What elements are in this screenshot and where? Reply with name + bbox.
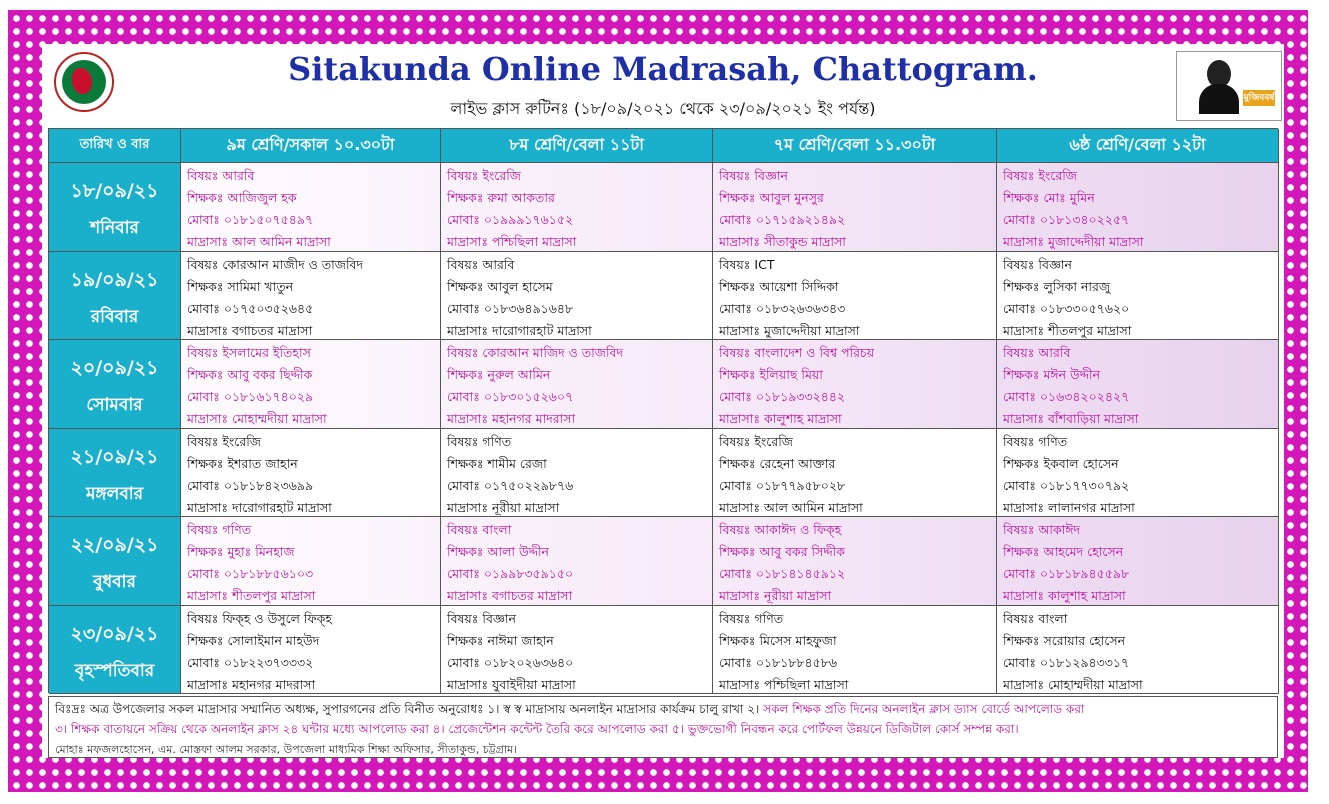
- mobile-line: মোবাঃ ০১৮১৬১৭৪০২৯: [187, 389, 314, 404]
- mobile-line: মোবাঃ ০১৯৯৯১৭৬১৫২: [447, 212, 574, 227]
- subject-line: বিষয়ঃ ইসলামের ইতিহাস: [187, 345, 311, 360]
- subject-line: বিষয়ঃ কোরআন মাজিদ ও তাজবিদ: [447, 345, 624, 360]
- note-line-3: মোহাঃ মফজলহোসেন, এম. মোস্তফা আলম সরকার, উপজেলা মাধ্যমিক শিক্ষা অফিসার, সীতাকুন্ড, চট্টগ্রাম।: [55, 743, 518, 756]
- teacher-line: শিক্ষকঃ মিসেস মাহফুজা: [719, 632, 837, 648]
- day-label: শনিবার: [90, 218, 139, 238]
- subject-line: বিষয়ঃ গণিত: [447, 433, 512, 449]
- table-row: [49, 252, 1279, 341]
- date-label: ২০/০৯/২১: [70, 357, 159, 379]
- mobile-line: মোবাঃ ০১৮১৩৪০২২৫৭: [1003, 212, 1130, 227]
- class-cell: [997, 340, 1279, 429]
- subject-line: বিষয়ঃ ইংরেজি: [719, 433, 793, 449]
- madrasa-line: মাদ্রাসাঃ মুজাদ্দেদীয়া মাদ্রাসা: [719, 322, 860, 338]
- class-cell: [181, 517, 441, 606]
- mobile-line: মোবাঃ ০১৮২২৩৭৩৩৩২: [187, 654, 314, 670]
- madrasa-line: মাদ্রাসাঃ কালুশাহ মাদ্রাসা: [1003, 588, 1126, 603]
- madrasa-line: মাদ্রাসাঃ নূরীয়া মাদ্রাসা: [719, 588, 832, 603]
- teacher-line: শিক্ষকঃ নাঈমা জাহান: [447, 632, 554, 648]
- mujib-year-badge: মুজিববর্ষ: [1243, 90, 1275, 106]
- date-label: ২১/০৯/২১: [70, 445, 159, 468]
- mobile-line: মোবাঃ ০১৮৩৩০৫৭৬২০: [1003, 300, 1130, 316]
- class-cell: [713, 517, 997, 606]
- column-header: ৮ম শ্রেণি/বেলা ১১টা: [441, 129, 713, 163]
- date-cell: [49, 517, 181, 606]
- class-cell: [181, 429, 441, 518]
- note-line-1-b: সকল শিক্ষক প্রতি দিনের অনলাইন ক্লাস ড্যাস বোর্ডে আপলোড করা: [763, 702, 1085, 716]
- mobile-line: মোবাঃ ০১৮১৮৯৪৫৫৯৮: [1003, 566, 1130, 581]
- teacher-line: শিক্ষকঃ আজিজুল হক: [187, 190, 297, 205]
- madrasa-line: মাদ্রাসাঃ শীতলপুর মাদ্রাসা: [187, 588, 316, 603]
- teacher-line: শিক্ষকঃ সোলাইমান মাহউদ: [187, 632, 320, 648]
- teacher-line: শিক্ষকঃ আহমেদ হোসেন: [1003, 544, 1124, 559]
- class-cell: [181, 606, 441, 695]
- madrasa-line: মাদ্রাসাঃ নূরীয়া মাদ্রাসা: [447, 499, 560, 515]
- class-cell: [997, 252, 1279, 341]
- table-row: [49, 163, 1279, 252]
- teacher-line: শিক্ষকঃ আবু বকর সিদ্দীক: [719, 544, 845, 559]
- teacher-line: শিক্ষকঃ আয়েশা সিদ্দিকা: [719, 278, 839, 294]
- header: [42, 44, 1284, 128]
- date-cell: [49, 606, 181, 695]
- subject-line: বিষয়ঃ ইংরেজি: [187, 433, 261, 449]
- teacher-line: শিক্ষকঃ ইলিয়াছ মিয়া: [719, 367, 823, 382]
- subject-line: বিষয়ঃ ইংরেজি: [447, 168, 521, 183]
- class-cell: [997, 429, 1279, 518]
- teacher-line: শিক্ষকঃ ইশরাত জাহান: [187, 455, 298, 471]
- teacher-line: শিক্ষকঃ লুসিকা নারজু: [1003, 278, 1111, 294]
- teacher-line: শিক্ষকঃ মঈন উদ্দীন: [1003, 367, 1101, 382]
- madrasa-line: মাদ্রাসাঃ যুবাইদীয়া মাদ্রাসা: [447, 676, 576, 692]
- column-header: ৬ষ্ঠ শ্রেণি/বেলা ১২টা: [997, 129, 1279, 163]
- teacher-line: শিক্ষকঃ সামিমা খাতুন: [187, 278, 294, 294]
- class-cell: [441, 252, 713, 341]
- class-cell: [713, 163, 997, 252]
- teacher-line: শিক্ষকঃ সরোয়ার হোসেন: [1003, 632, 1126, 648]
- date-cell: [49, 163, 181, 252]
- class-cell: [441, 429, 713, 518]
- note-line-1-a: বিঃদ্রঃ অত্র উপজেলার সকল মাদ্রাসার সম্মানিত অধ্যক্ষ, সুপারগনের প্রতি বিনীত অনুরোধঃ ১। স্ব স্ব মাদ্রাসায় অনলাইন মাদ্রাসার কার্যক্রম চালু রাখা ২।: [55, 702, 760, 716]
- madrasa-line: মাদ্রাসাঃ বগাচতর মাদ্রাসা: [187, 322, 313, 338]
- day-label: রবিবার: [90, 306, 139, 327]
- madrasa-line: মাদ্রাসাঃ সীতাকুন্ড মাদ্রাসা: [719, 234, 846, 249]
- mobile-line: মোবাঃ ০১৮১৫০৭৫৪৯৭: [187, 212, 314, 227]
- notes-box: [48, 696, 1278, 758]
- madrasa-line: মাদ্রাসাঃ আল আমিন মাদ্রাসা: [719, 499, 863, 515]
- table-row: [49, 429, 1279, 518]
- subject-line: বিষয়ঃ আরবি: [1003, 345, 1071, 360]
- class-cell: [713, 340, 997, 429]
- teacher-line: শিক্ষকঃ নুরুল আমিন: [447, 367, 551, 382]
- class-cell: [713, 606, 997, 695]
- teacher-line: শিক্ষকঃ রুমা আকতার: [447, 190, 555, 205]
- mobile-line: মোবাঃ ০১৮১৮৮৪৫৮৬: [719, 654, 838, 670]
- class-cell: [181, 340, 441, 429]
- routine-sheet: [42, 44, 1284, 758]
- subject-line: বিষয়ঃ আকাঈদ: [1003, 522, 1081, 537]
- note-line-2: ৩। শিক্ষক বাতায়নে সক্রিয় থেকে অনলাইন ক্লাস ২৪ ঘন্টার মধ্যে আপলোড করা ৪। প্রেজেন্টেশন কন্টেন্ট তৈরি করে আপলোড করা ৫। ভুক্তভোগী নিবন্ধন করে পোর্টফল উন্নয়নে ডিজিটাল কোর্স সম্পন্ন করা।: [55, 722, 1019, 736]
- mobile-line: মোবাঃ ০১৮১৭৭৩০৭৯২: [1003, 477, 1130, 493]
- teacher-line: শিক্ষকঃ মোঃ মুমিন: [1003, 190, 1095, 205]
- date-cell: [49, 429, 181, 518]
- subject-line: বিষয়ঃ গণিত: [187, 522, 252, 537]
- class-cell: [181, 163, 441, 252]
- subject-line: বিষয়ঃ গণিত: [719, 610, 784, 626]
- class-cell: [441, 163, 713, 252]
- mobile-line: মোবাঃ ০১৮১৪১৪৫৯১২: [719, 566, 846, 581]
- routine-table: [48, 128, 1278, 693]
- note-line-1: [55, 701, 1084, 721]
- madrasa-line: মাদ্রাসাঃ পশ্চিছিলা মাদ্রাসা: [447, 234, 577, 249]
- subject-line: বিষয়ঃ আরবি: [447, 256, 515, 272]
- subject-line: বিষয়ঃ ইংরেজি: [1003, 168, 1077, 183]
- class-cell: [997, 163, 1279, 252]
- class-cell: [997, 606, 1279, 695]
- date-cell: [49, 252, 181, 341]
- table-row: [49, 340, 1279, 429]
- mobile-line: মোবাঃ ০১৮১২৯৪৩৩১৭: [1003, 654, 1130, 670]
- subject-line: বিষয়ঃ আরবি: [187, 168, 255, 183]
- teacher-line: শিক্ষকঃ আবু বকর ছিদ্দীক: [187, 367, 313, 382]
- madrasa-line: মাদ্রাসাঃ কালুশাহ মাদ্রাসা: [719, 411, 842, 426]
- page-border: [8, 10, 1308, 792]
- madrasa-line: মাদ্রাসাঃ দারোগারহাট মাদ্রাসা: [187, 499, 332, 515]
- subject-line: বিষয়ঃ গণিত: [1003, 433, 1068, 449]
- madrasa-line: মাদ্রাসাঃ পশ্চিছিলা মাদ্রাসা: [719, 676, 849, 692]
- class-cell: [441, 517, 713, 606]
- teacher-line: শিক্ষকঃ আবুল হাসেম: [447, 278, 553, 294]
- madrasa-line: মাদ্রাসাঃ মহানগর মাদরাসা: [447, 411, 576, 426]
- subject-line: বিষয়ঃ বাংলা: [447, 522, 512, 537]
- mobile-line: মোবাঃ ০১৮৩২৬৩৬৩৪৩: [719, 300, 846, 316]
- madrasa-line: মাদ্রাসাঃ লালানগর মাদ্রাসা: [1003, 499, 1135, 515]
- date-label: ১৮/০৯/২১: [70, 180, 159, 202]
- teacher-line: শিক্ষকঃ মুহাঃ মিনহাজ: [187, 544, 295, 559]
- madrasa-line: মাদ্রাসাঃ মুজাদ্দেদীয়া মাদ্রাসা: [1003, 234, 1144, 249]
- class-cell: [713, 252, 997, 341]
- subject-line: বিষয়ঃ বাংলাদেশ ও বিশ্ব পরিচয়: [719, 345, 875, 360]
- mobile-line: মোবাঃ ০১৭৫০৩৫২৬৪৫: [187, 300, 314, 316]
- subject-line: বিষয়ঃ বাংলা: [1003, 610, 1068, 626]
- teacher-line: শিক্ষকঃ আবুল মুনসুর: [719, 190, 824, 205]
- day-label: সোমবার: [86, 395, 143, 415]
- mobile-line: মোবাঃ ০১৮৩০১৫২৬০৭: [447, 389, 574, 404]
- table-row: [49, 517, 1279, 606]
- subject-line: বিষয়ঃ ফিক্হ ও উসুলে ফিক্হ: [187, 610, 332, 626]
- column-header: তারিখ ও বার: [49, 129, 181, 163]
- mobile-line: মোবাঃ ০১৮৭৭৯৫৮০২৮: [719, 477, 846, 493]
- teacher-line: শিক্ষকঃ আলা উদ্দীন: [447, 544, 549, 559]
- madrasa-line: মাদ্রাসাঃ মোহাম্মদীয়া মাদ্রাসা: [1003, 676, 1143, 692]
- mobile-line: মোবাঃ ০১৯৯৮৩৫৯১৫০: [447, 566, 574, 581]
- subject-line: বিষয়ঃ বিজ্ঞান: [719, 168, 789, 183]
- subject-line: বিষয়ঃ বিজ্ঞান: [447, 610, 517, 626]
- subject-line: বিষয়ঃ কোরআন মাজীদ ও তাজবিদ: [187, 256, 364, 272]
- madrasa-line: মাদ্রাসাঃ দারোগারহাট মাদ্রাসা: [447, 322, 592, 338]
- madrasa-line: মাদ্রাসাঃ বাঁশবাড়িয়া মাদ্রাসা: [1003, 411, 1139, 426]
- day-label: বুধবার: [93, 572, 136, 592]
- column-header: ৯ম শ্রেণি/সকাল ১০.৩০টা: [181, 129, 441, 163]
- mobile-line: মোবাঃ ০১৬৩৪২০২৪২৭: [1003, 389, 1130, 404]
- madrasa-line: মাদ্রাসাঃ বগাচতর মাদ্রাসা: [447, 588, 573, 603]
- date-label: ২২/০৯/২১: [70, 534, 159, 556]
- date-label: ১৯/০৯/২১: [70, 268, 159, 291]
- page-title: Sitakunda Online Madrasah, Chattogram.: [288, 50, 1038, 88]
- class-cell: [181, 252, 441, 341]
- mobile-line: মোবাঃ ০১৮১৮৮৫৬১০৩: [187, 566, 314, 581]
- class-cell: [441, 340, 713, 429]
- day-label: মঙ্গলবার: [85, 483, 144, 504]
- teacher-line: শিক্ষকঃ শামীম রেজা: [447, 455, 547, 471]
- date-label: ২৩/০৯/২১: [70, 622, 159, 645]
- mobile-line: মোবাঃ ০১৮১৯৩৩২৪৪২: [719, 389, 846, 404]
- column-header: ৭ম শ্রেণি/বেলা ১১.৩০টা: [713, 129, 997, 163]
- madrasa-line: মাদ্রাসাঃ মহানগর মাদরাসা: [187, 676, 316, 692]
- day-label: বৃহস্পতিবার: [74, 660, 155, 681]
- class-cell: [713, 429, 997, 518]
- mobile-line: মোবাঃ ০১৮১৮৪২৩৬৯৯: [187, 477, 314, 493]
- mobile-line: মোবাঃ ০১৭৫০২২৯৮৭৬: [447, 477, 574, 493]
- subject-line: বিষয়ঃ ICT: [719, 256, 775, 272]
- madrasa-line: মাদ্রাসাঃ আল আমিন মাদ্রাসা: [187, 234, 331, 249]
- header-row: [49, 129, 1279, 163]
- subject-line: বিষয়ঃ বিজ্ঞান: [1003, 256, 1073, 272]
- date-cell: [49, 340, 181, 429]
- mobile-line: মোবাঃ ০১৭১৫৯২১৪৯২: [719, 212, 846, 227]
- portrait-logo: [1176, 51, 1282, 121]
- mobile-line: মোবাঃ ০১৮৩৬৪৯১৬৪৮: [447, 300, 574, 316]
- teacher-line: শিক্ষকঃ ইকবাল হোসেন: [1003, 455, 1119, 471]
- class-cell: [441, 606, 713, 695]
- madrasa-line: মাদ্রাসাঃ শীতলপুর মাদ্রাসা: [1003, 322, 1132, 338]
- mobile-line: মোবাঃ ০১৮২০২৬৩৬৪০: [447, 654, 574, 670]
- table-row: [49, 606, 1279, 695]
- class-cell: [997, 517, 1279, 606]
- madrasa-line: মাদ্রাসাঃ মোহাম্মদীয়া মাদ্রাসা: [187, 411, 327, 426]
- teacher-line: শিক্ষকঃ রেহেনা আক্তার: [719, 455, 836, 471]
- page-subtitle: লাইভ ক্লাস রুটিনঃ (১৮/০৯/২০২১ থেকে ২৩/০৯/২০২১ ইং পর্যন্ত): [450, 99, 876, 118]
- portrait-icon: [1199, 58, 1239, 114]
- subject-line: বিষয়ঃ আকাঈদ ও ফিক্হ: [719, 522, 842, 537]
